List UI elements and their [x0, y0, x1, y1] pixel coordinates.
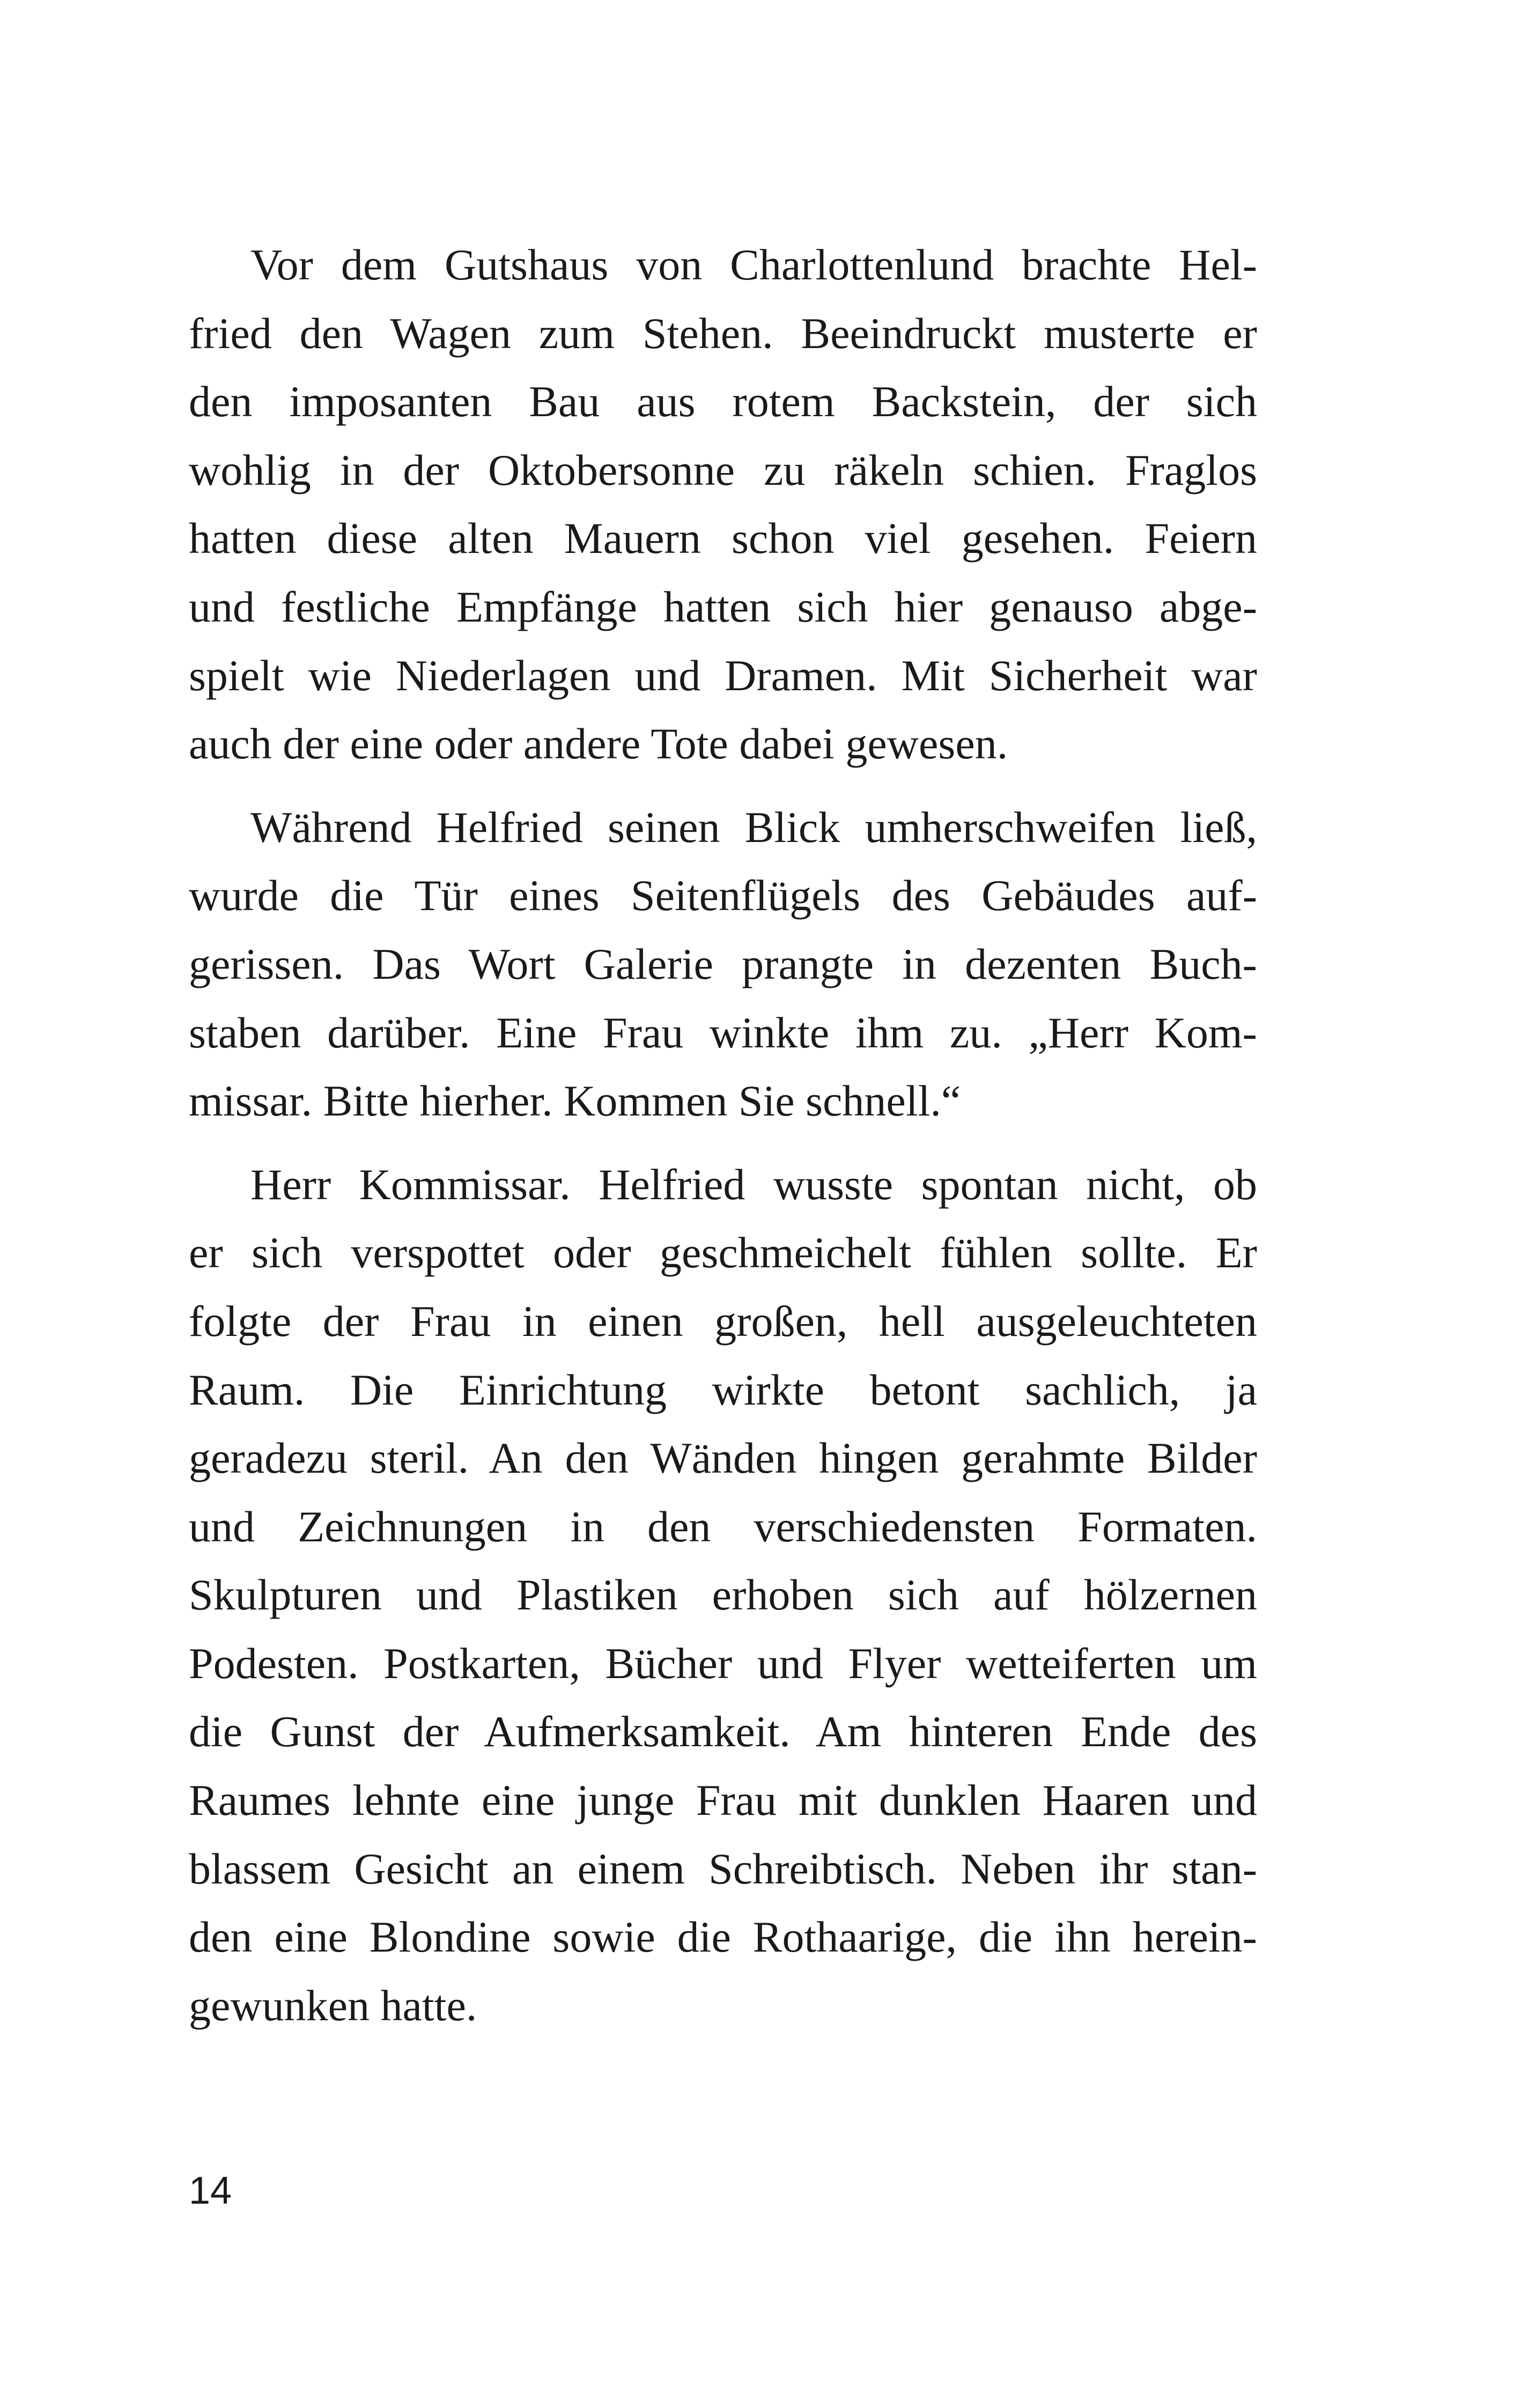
text-line: staben darüber. Eine Frau winkte ihm zu. „Herr Kom-: [189, 1008, 1257, 1057]
paragraph-gap: [189, 1135, 1257, 1150]
text-line: hatten diese alten Mauern schon viel gesehen. Feiern: [189, 514, 1257, 563]
text-line: die Gunst der Aufmerksamkeit. Am hinteren Ende des: [189, 1707, 1257, 1756]
text-line: den eine Blondine sowie die Rothaarige, die ihn herein-: [189, 1912, 1257, 1962]
body-text: [189, 231, 1257, 2040]
text-line: Während Helfried seinen Blick umherschweifen ließ,: [250, 802, 1257, 852]
text-line: spielt wie Niederlagen und Dramen. Mit Sicherheit war: [189, 651, 1257, 700]
text-line: Vor dem Gutshaus von Charlottenlund brachte Hel-: [250, 240, 1257, 289]
paragraph: [189, 231, 1257, 778]
text-line: Herr Kommissar. Helfried wusste spontan nicht, ob: [250, 1159, 1257, 1209]
text-line: wurde die Tür eines Seitenflügels des Gebäudes auf-: [189, 871, 1257, 920]
text-line: geradezu steril. An den Wänden hingen gerahmte Bilder: [189, 1434, 1257, 1483]
text-line: und Zeichnungen in den verschiedensten Formaten.: [189, 1502, 1257, 1551]
text-line: er sich verspottet oder geschmeichelt fühlen sollte. Er: [189, 1228, 1257, 1277]
paragraph: [189, 1150, 1257, 2040]
text-line: auch der eine oder andere Tote dabei gewesen.: [189, 719, 1008, 769]
text-line: gewunken hatte.: [189, 1981, 477, 2030]
text-line: gerissen. Das Wort Galerie prangte in dezenten Buch-: [189, 939, 1257, 988]
page-number: 14: [189, 2169, 232, 2212]
text-line: den imposanten Bau aus rotem Backstein, der sich: [189, 377, 1257, 426]
text-line: Raum. Die Einrichtung wirkte betont sachlich, ja: [189, 1365, 1257, 1414]
text-line: blassem Gesicht an einem Schreibtisch. Neben ihr stan-: [189, 1844, 1257, 1893]
text-line: Podesten. Postkarten, Bücher und Flyer wetteiferten um: [189, 1638, 1257, 1688]
text-line: fried den Wagen zum Stehen. Beeindruckt musterte er: [189, 308, 1257, 358]
paragraph-gap: [189, 778, 1257, 793]
text-line: Skulpturen und Plastiken erhoben sich auf hölzernen: [189, 1570, 1257, 1620]
paragraph: [189, 793, 1257, 1135]
text-line: wohlig in der Oktobersonne zu räkeln schien. Fraglos: [189, 445, 1257, 494]
text-line: missar. Bitte hierher. Kommen Sie schnell.“: [189, 1076, 961, 1126]
text-line: und festliche Empfänge hatten sich hier genauso abge-: [189, 582, 1257, 631]
text-line: Raumes lehnte eine junge Frau mit dunklen Haaren und: [189, 1776, 1257, 1825]
text-line: folgte der Frau in einen großen, hell ausgeleuchteten: [189, 1296, 1257, 1346]
